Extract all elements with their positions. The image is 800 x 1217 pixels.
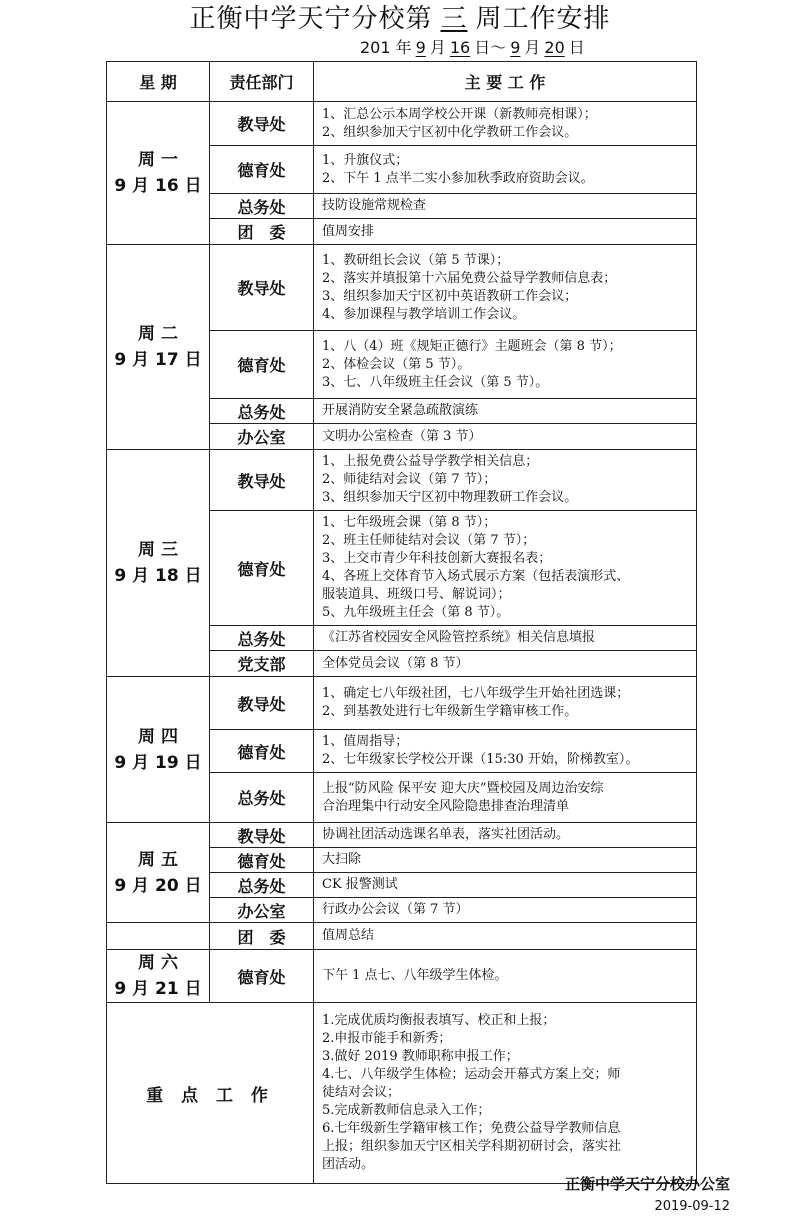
work-line: 3、上交市青少年科技创新大赛报名表； [322, 551, 552, 566]
work-cell [314, 399, 697, 424]
work-cell [314, 848, 697, 873]
footer-date: 2019-09-12 [654, 1199, 730, 1214]
dept-cell: 团 委 [210, 219, 314, 245]
work-line: 大扫除 [322, 852, 362, 867]
dept-cell: 教导处 [210, 245, 314, 331]
day-cell [107, 102, 210, 245]
dept-cell: 总务处 [210, 873, 314, 898]
work-line: 5、九年级班主任会（第 8 节）。 [322, 605, 510, 620]
dept-cell: 德育处 [210, 331, 314, 399]
work-cell [314, 677, 697, 730]
work-line: 3、组织参加天宁区初中物理教研工作会议。 [322, 490, 578, 505]
day-date: 9 月 18 日 [114, 566, 202, 586]
day-date: 9 月 20 日 [114, 875, 202, 896]
work-line: 4、参加课程与教学培训工作会议。 [322, 306, 526, 322]
work-line: 上报；组织参加天宁区相关学科期初研讨会，落实社 [322, 1139, 622, 1154]
dept-cell: 办公室 [210, 898, 314, 923]
table-row [107, 950, 697, 1003]
work-cell [314, 898, 697, 923]
work-line: 1、教研组长会议（第 5 节课）； [322, 252, 510, 268]
dept-cell: 德育处 [210, 730, 314, 773]
work-cell [314, 331, 697, 399]
work-line: 2、师徒结对会议（第 7 节）； [322, 472, 497, 487]
day-cell [107, 245, 210, 450]
day-cell-empty [107, 923, 210, 950]
date-year: 201 年 [360, 38, 412, 57]
work-cell [314, 773, 697, 823]
work-cell [314, 730, 697, 773]
work-line: 协调社团活动选课名单表，落实社团活动。 [322, 827, 570, 842]
work-cell [314, 146, 697, 194]
work-line: 全体党员会议（第 8 节） [322, 655, 469, 671]
work-line: 4、各班上交体育节入场式展示方案（包括表演形式、 [322, 569, 630, 584]
dept-cell: 德育处 [210, 848, 314, 873]
work-cell [314, 245, 697, 331]
day-date: 9 月 16 日 [114, 176, 202, 196]
header-row [107, 62, 697, 102]
work-line: 5.完成新教师信息录入工作； [322, 1103, 491, 1118]
day-date: 9 月 19 日 [114, 752, 202, 773]
day-name: 周 二 [138, 324, 178, 344]
work-line: 1、值周指导； [322, 734, 409, 749]
day-name: 周 六 [138, 953, 178, 973]
work-line: 2、七年级家长学校公开课（15:30 开始，阶梯教室）。 [322, 752, 639, 767]
work-line: 1、升旗仪式； [322, 152, 409, 168]
date-month-char-1: 月 [429, 38, 446, 57]
work-line: 团活动。 [322, 1157, 375, 1172]
work-cell [314, 450, 697, 511]
work-line: 1、八（4）班《规矩正德行》主题班会（第 8 节）； [322, 338, 622, 354]
date-end-day: 20 [544, 38, 565, 57]
header-dept: 责任部门 [210, 62, 314, 102]
work-cell [314, 102, 697, 146]
work-cell [314, 626, 697, 651]
day-cell [107, 823, 210, 923]
work-line: 1、上报免费公益导学教学相关信息； [322, 454, 539, 469]
title-prefix: 正衡中学天宁分校第 [189, 4, 433, 34]
day-date: 9 月 17 日 [114, 350, 202, 370]
work-line: 行政办公会议（第 7 节） [322, 902, 469, 917]
work-line: 1、汇总公示本周学校公开课（新教师亮相课）； [322, 106, 597, 122]
work-cell [314, 219, 697, 245]
day-date: 9 月 21 日 [114, 979, 202, 999]
header-work: 主 要 工 作 [314, 62, 697, 102]
work-line: 2、体检会议（第 5 节）。 [322, 356, 471, 372]
dept-cell: 团 委 [210, 923, 314, 950]
dept-cell: 办公室 [210, 424, 314, 450]
dept-cell: 教导处 [210, 677, 314, 730]
dept-cell: 党支部 [210, 651, 314, 677]
table-row [107, 450, 697, 511]
day-name: 周 五 [138, 849, 178, 870]
work-cell [314, 424, 697, 450]
date-end-month: 9 [510, 38, 521, 57]
key-work-row [107, 1003, 697, 1184]
dept-cell: 总务处 [210, 194, 314, 219]
work-line: 1.完成优质均衡报表填写、校正和上报； [322, 1013, 556, 1028]
work-line: 值周总结 [322, 928, 375, 943]
schedule-table [106, 61, 697, 1184]
work-line: 徒结对会议； [322, 1085, 401, 1100]
dept-cell: 教导处 [210, 102, 314, 146]
date-month-char-2: 月 [524, 38, 541, 57]
dept-cell: 德育处 [210, 146, 314, 194]
dept-cell: 德育处 [210, 950, 314, 1003]
dept-cell: 德育处 [210, 511, 314, 626]
work-line: 文明办公室检查（第 3 节） [322, 428, 482, 444]
work-line: 3、组织参加天宁区初中英语教研工作会议； [322, 288, 578, 304]
dept-cell: 教导处 [210, 823, 314, 848]
work-cell [314, 511, 697, 626]
footer-office: 正衡中学天宁分校办公室 [564, 1175, 730, 1193]
work-line: 合治理集中行动安全风险隐患排查治理清单 [322, 798, 570, 814]
work-line: 1、确定七八年级社团，七八年级学生开始社团选课； [322, 686, 630, 701]
date-day-char: 日 [568, 38, 585, 57]
work-line: 《江苏省校园安全风险管控系统》相关信息填报 [322, 630, 596, 645]
work-line: 3、七、八年级班主任会议（第 5 节）。 [322, 374, 549, 390]
work-line: 值周安排 [322, 223, 375, 239]
key-work-content [314, 1003, 697, 1184]
work-line: 4.七、八年级学生体检；运动会开幕式方案上交；师 [322, 1067, 621, 1082]
work-cell [314, 194, 697, 219]
date-range [360, 38, 780, 58]
date-start-day: 16 [449, 38, 471, 57]
schedule-table-body [107, 62, 697, 1184]
table-row [107, 102, 697, 146]
work-line: 3.做好 2019 教师职称申报工作； [322, 1049, 519, 1064]
work-line: CK 报警测试 [322, 877, 398, 892]
day-cell [107, 950, 210, 1003]
title-suffix: 周工作安排 [475, 4, 611, 34]
date-middle: 日～ [474, 38, 507, 57]
work-line: 技防设施常规检查 [322, 198, 427, 213]
work-cell [314, 873, 697, 898]
dept-cell: 总务处 [210, 399, 314, 424]
date-start-month: 9 [415, 38, 426, 57]
work-cell [314, 823, 697, 848]
day-name: 周 一 [138, 150, 178, 170]
work-cell [314, 651, 697, 677]
title-week-number: 三 [440, 4, 468, 34]
work-line: 2、组织参加天宁区初中化学教研工作会议。 [322, 124, 578, 140]
header-day: 星 期 [107, 62, 210, 102]
table-row [107, 923, 697, 950]
work-line: 下午 1 点七、八年级学生体检。 [322, 968, 508, 983]
work-cell [314, 923, 697, 950]
day-name: 周 四 [138, 726, 178, 747]
work-line: 2.申报市能手和新秀； [322, 1031, 452, 1046]
table-row [107, 677, 697, 730]
day-name: 周 三 [138, 540, 178, 560]
work-line: 开展消防安全紧急疏散演练 [322, 403, 479, 418]
work-line: 2、落实并填报第十六届免费公益导学教师信息表； [322, 270, 617, 286]
dept-cell: 教导处 [210, 450, 314, 511]
work-line: 2、下午 1 点半二实小参加秋季政府资助会议。 [322, 170, 594, 186]
page-title [0, 2, 800, 36]
day-cell [107, 450, 210, 677]
table-row [107, 823, 697, 848]
key-work-label: 重 点 工 作 [107, 1003, 314, 1184]
work-line: 服装道具、班级口号、解说词）； [322, 587, 511, 602]
dept-cell: 总务处 [210, 773, 314, 823]
work-line: 2、到基教处进行七年级新生学籍审核工作。 [322, 704, 578, 719]
table-row [107, 245, 697, 331]
work-line: 2、班主任师徒结对会议（第 7 节）； [322, 533, 536, 548]
work-line: 6.七年级新生学籍审核工作；免费公益导学教师信息 [322, 1121, 621, 1136]
work-cell [314, 950, 697, 1003]
work-line: 上报“防风险 保平安 迎大庆”暨校园及周边治安综 [322, 780, 604, 796]
dept-cell: 总务处 [210, 626, 314, 651]
day-cell [107, 677, 210, 823]
work-line: 1、七年级班会课（第 8 节）； [322, 515, 497, 530]
